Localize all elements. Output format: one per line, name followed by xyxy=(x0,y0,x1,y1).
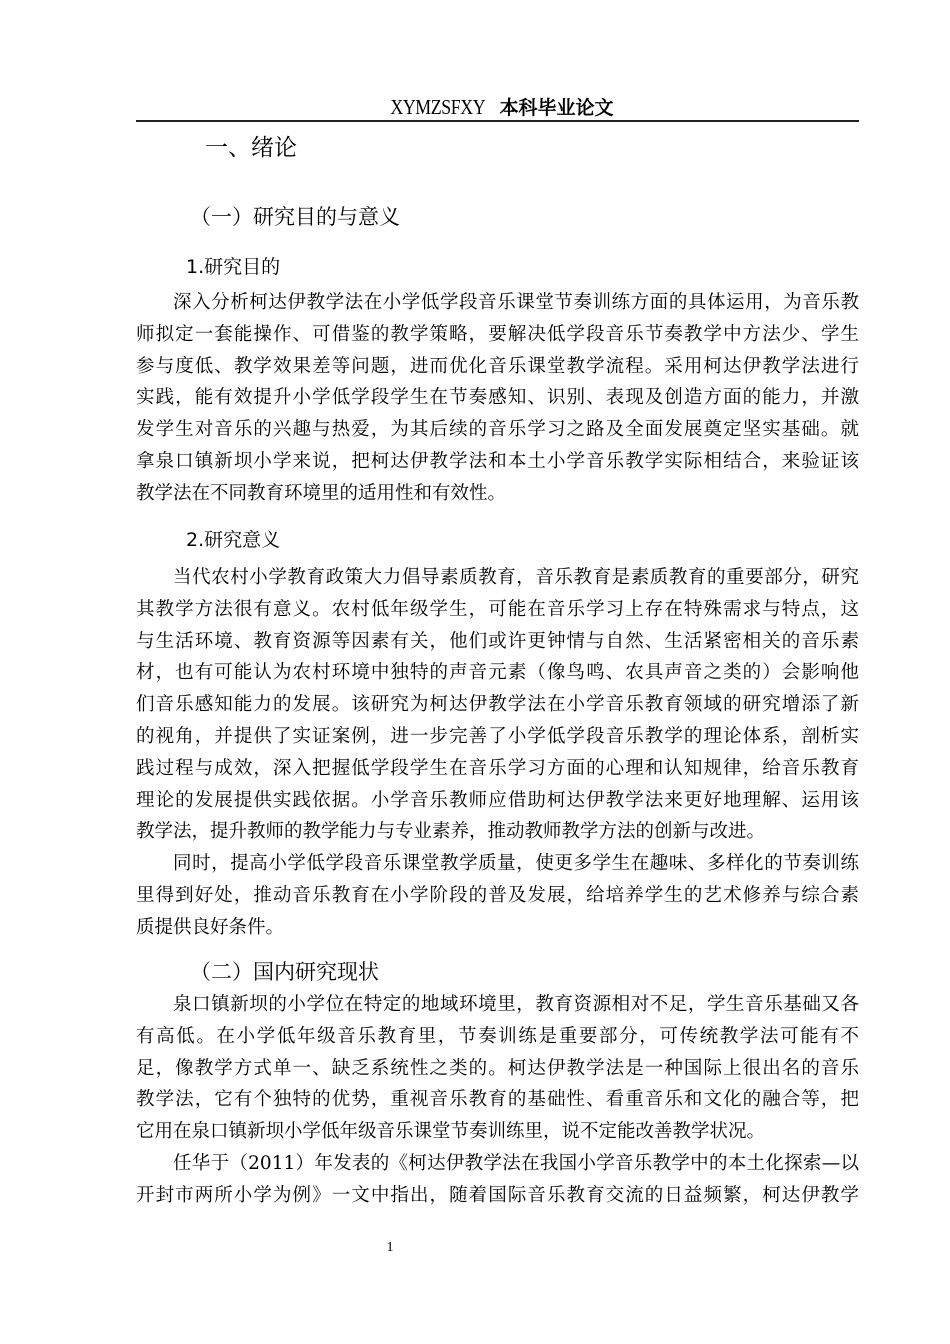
paragraph-group xyxy=(136,989,859,1212)
text-line: 们音乐感知能力的发展。该研究为柯达伊教学法在小学音乐教育领域的研究增添了新 xyxy=(136,694,859,716)
page-header xyxy=(136,94,859,122)
text-line: 教学法在不同教育环境里的适用性和有效性。 xyxy=(136,482,507,504)
section-title: （二）国内研究现状 xyxy=(190,960,379,984)
text-line: 的视角，并提供了实证案例，进一步完善了小学低学段音乐教学的理论体系，剖析实 xyxy=(136,725,859,747)
header-title: 本科毕业论文 xyxy=(499,97,614,119)
text-line: 发学生对音乐的兴趣与热爱，为其后续的音乐学习之路及全面发展奠定坚实基础。就 xyxy=(136,419,859,441)
text-line: 与生活环境、教育资源等因素有关，他们或许更钟情与自然、生活紧密相关的音乐素 xyxy=(136,630,859,652)
text-line: 理论的发展提供实践依据。小学音乐教师应借助柯达伊教学法来更好地理解、运用该 xyxy=(136,789,859,811)
text-line: 教学法，它有个独特的优势，重视音乐教育的基础性、看重音乐和文化的融合等，把 xyxy=(136,1089,859,1111)
text-line: 践过程与成效，深入把握低学段学生在音乐学习方面的心理和认知规律，给音乐教育 xyxy=(136,757,859,779)
subsection-title: 2.研究意义 xyxy=(186,529,281,551)
text-line: 泉口镇新坝的小学位在特定的地域环境里，教育资源相对不足，学生音乐基础又各 xyxy=(173,994,859,1015)
text-line: 拿泉口镇新坝小学来说，把柯达伊教学法和本土小学音乐教学实际相结合，来验证该 xyxy=(136,450,859,472)
page-number: 1 xyxy=(386,1240,394,1255)
paragraph xyxy=(136,287,859,510)
paragraph-group xyxy=(136,287,859,510)
paragraph xyxy=(136,562,859,848)
chapter-title: 一、绪论 xyxy=(205,135,297,161)
text-line: 同时，提高小学低学段音乐课堂教学质量，使更多学生在趣味、多样化的节奏训练 xyxy=(173,853,859,875)
text-line: 其教学方法很有意义。农村低年级学生，可能在音乐学习上存在特殊需求与特点，这 xyxy=(136,598,859,620)
text-line: 质提供良好条件。 xyxy=(136,916,285,938)
text-line: 它用在泉口镇新坝小学低年级音乐课堂节奏训练里，说不定能改善教学状况。 xyxy=(136,1121,766,1143)
text-line: 足，像教学方式单一、缺乏系统性之类的。柯达伊教学法是一种国际上很出名的音乐 xyxy=(136,1057,859,1079)
paragraph-group xyxy=(136,562,859,944)
paragraph xyxy=(136,1148,859,1212)
text-line: 教学法，提升教师的教学能力与专业素养，推动教师教学方法的创新与改进。 xyxy=(136,821,766,843)
header-latin: XYMZSFXY xyxy=(389,95,485,119)
text-line: 深入分析柯达伊教学法在小学低学段音乐课堂节奏训练方面的具体运用，为音乐教 xyxy=(173,292,859,313)
section-title: （一）研究目的与意义 xyxy=(190,205,400,229)
text-line: 有高低。在小学低年级音乐教育里，节奏训练是重要部分，可传统教学法可能有不 xyxy=(136,1025,859,1047)
paragraph xyxy=(136,989,859,1148)
subsection-title: 1.研究目的 xyxy=(186,256,281,278)
text-line: 实践，能有效提升小学低学段学生在节奏感知、识别、表现及创造方面的能力，并激 xyxy=(136,387,859,409)
paragraph xyxy=(136,848,859,943)
text-line: 开封市两所小学为例》一文中指出，随着国际音乐教育交流的日益频繁，柯达伊教学 xyxy=(136,1184,859,1206)
text-line: 当代农村小学教育政策大力倡导素质教育，音乐教育是素质教育的重要部分，研究 xyxy=(173,567,859,588)
text-line: 里得到好处，推动音乐教育在小学阶段的普及发展，给培养学生的艺术修养与综合素 xyxy=(136,884,859,906)
text-line: 材，也有可能认为农村环境中独特的声音元素（像鸟鸣、农具声音之类的）会影响他 xyxy=(136,662,859,684)
text-line: 师拟定一套能操作、可借鉴的教学策略，要解决低学段音乐节奏教学中方法少、学生 xyxy=(136,323,859,345)
text-line: 任华于（2011）年发表的《柯达伊教学法在我国小学音乐教学中的本土化探索—以 xyxy=(173,1152,859,1174)
text-line: 参与度低、教学效果差等问题，进而优化音乐课堂教学流程。采用柯达伊教学法进行 xyxy=(136,355,859,377)
